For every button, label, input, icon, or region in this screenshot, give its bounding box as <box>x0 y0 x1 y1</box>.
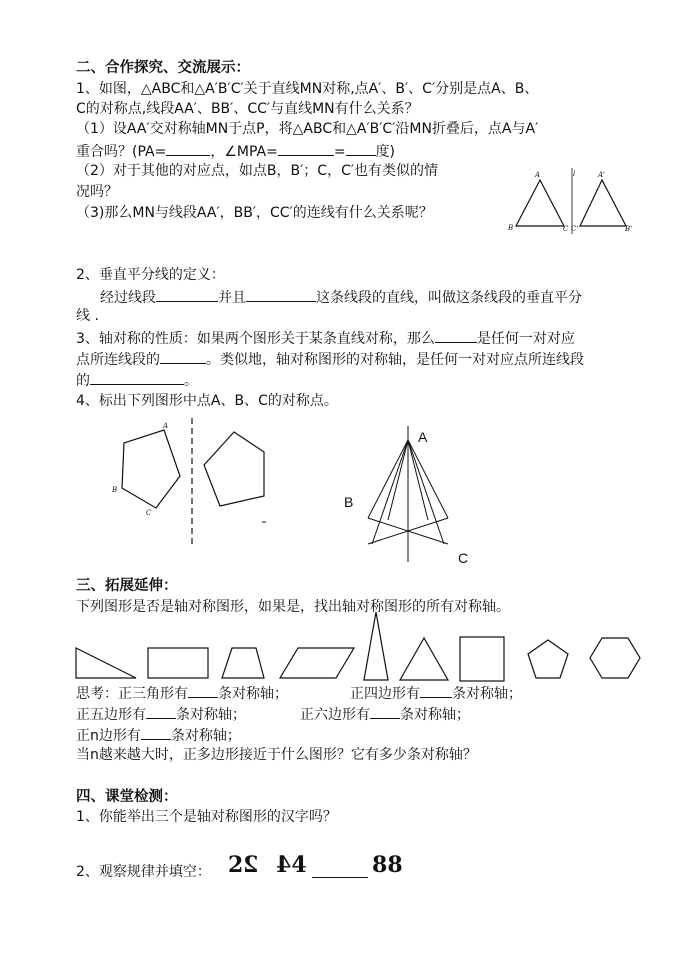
pattern-digit: 4 <box>291 852 307 878</box>
pattern-digit-mirrored: 4 <box>276 852 292 878</box>
hex-text-b: 条对称轴； <box>400 707 470 723</box>
section-3-heading: 三、拓展延伸： <box>76 578 178 594</box>
axis-label-a: A <box>418 429 428 445</box>
q2-line-1: 2、垂直平分线的定义： <box>76 267 225 283</box>
q4-text: 4、标出下列图形中点A、B、C的对称点。 <box>76 393 338 409</box>
pentagon-shape <box>528 640 568 678</box>
q2-blank-1[interactable] <box>156 286 218 302</box>
q3-blank-1[interactable] <box>435 327 477 343</box>
q3-text-d: 。类似地，轴对称图形的对称轴，是任何一对对应点所连线段 <box>206 352 584 368</box>
pa-blank[interactable] <box>166 140 210 156</box>
shapes-row <box>76 612 640 681</box>
label-c: C <box>563 225 569 233</box>
hexagon-axes-blank[interactable] <box>370 703 400 719</box>
q2-blank-2[interactable] <box>246 286 316 302</box>
pent-text-a: 正五边形有 <box>76 707 146 723</box>
q2-text-c: 这条线段的直线，叫做这条线段的垂直平分 <box>316 290 582 306</box>
equilateral-triangle-shape <box>400 638 448 680</box>
q3-blank-2[interactable] <box>160 348 206 364</box>
pattern-digit-mirrored: 2 <box>243 852 259 878</box>
pentagon-axes-line <box>76 703 246 725</box>
triangle-abc <box>516 180 564 226</box>
square-shape <box>460 637 504 681</box>
edge <box>368 440 408 518</box>
pattern-digit: 8 <box>372 852 388 878</box>
pentagon-label-b: B <box>112 486 118 494</box>
q1-line-2: C的对称点,线段AA′、BB′、CC′与直线MN有什么关系？ <box>76 101 419 117</box>
edge <box>408 440 428 520</box>
edge <box>408 440 444 544</box>
right-triangle-shape <box>76 648 136 678</box>
pattern-22 <box>228 852 259 882</box>
edge <box>368 518 448 544</box>
triangle-a-prime <box>580 180 626 226</box>
q1-part1-line-2 <box>76 140 395 162</box>
q1-part2-line-1: （2）对于其他的对应点，如点B，B′；C，C′也有类似的情 <box>76 163 439 179</box>
mpa-blank-1[interactable] <box>278 140 334 156</box>
figure-1-symmetric-triangles <box>516 168 626 234</box>
ngon-limit-question: 当n越来越大时，正多边形接近于什么图形？它有多少条对称轴？ <box>76 747 477 763</box>
pattern-digit: 2 <box>228 852 244 878</box>
check-q1: 1、你能举出三个是轴对称图形的汉字吗？ <box>76 809 337 825</box>
pent-text-b: 条对称轴； <box>176 707 246 723</box>
edge <box>388 440 408 520</box>
edge <box>408 440 448 518</box>
label-c-prime: C' <box>571 225 579 233</box>
section-2-heading: 二、合作探究、交流展示： <box>76 60 250 76</box>
label-a: A <box>535 171 541 179</box>
section-3-intro: 下列图形是否是轴对称图形，如果是，找出轴对称图形的所有对称轴。 <box>76 599 510 615</box>
q2-line-2 <box>100 286 582 308</box>
hexagon-shape <box>590 638 640 678</box>
think-text-b: 条对称轴； <box>218 686 288 702</box>
ngon-axes-blank[interactable] <box>141 724 171 740</box>
q1-part1-text-c: = <box>333 144 346 160</box>
q3-text-a: 3、轴对称的性质：如果两个图形关于某条直线对称，那么 <box>76 331 435 347</box>
pentagon-axes-blank[interactable] <box>146 703 176 719</box>
ngon-text-a: 正n边形有 <box>76 728 141 744</box>
q3-text-f: 。 <box>184 373 198 389</box>
q1-part1-text-b: ，∠MPA= <box>210 144 278 160</box>
pentagon-right <box>204 432 264 506</box>
q3-text-e: 的 <box>76 373 90 389</box>
edge <box>368 518 448 544</box>
parallelogram-shape <box>280 648 354 678</box>
q1-part1-text-d: 度) <box>375 144 396 160</box>
rectangle-shape <box>148 648 208 678</box>
axis-label-c: C <box>458 550 469 566</box>
trapezoid-shape <box>222 648 264 678</box>
think-text-d: 条对称轴； <box>452 686 522 702</box>
q1-part1-line-1: （1）设AA′交对称轴MN于点P，将△ABC和△A′B′C′沿MN折叠后，点A与A′ <box>76 121 539 137</box>
label-b: B <box>508 224 514 232</box>
q1-part3: （3)那么MN与线段AA′，BB′，CC′的连线有什么关系呢？ <box>76 205 433 221</box>
q2-text-b: 并且 <box>218 290 246 306</box>
label-b-prime: B' <box>625 225 633 233</box>
q2-text-a: 经过线段 <box>100 290 156 306</box>
mpa-blank-2[interactable] <box>346 140 376 156</box>
q1-line-1: 1、如图，△ABC和△A′B′C′关于直线MN对称,点A′、B′、C′分别是点A、B、 <box>76 81 539 97</box>
q3-line-2 <box>76 348 584 370</box>
label-a-prime: A' <box>598 171 605 179</box>
pentagon-left <box>122 430 180 508</box>
label-l: l <box>573 170 576 178</box>
hex-text-a: 正六边形有 <box>300 707 370 723</box>
q1-part2-line-2: 况吗？ <box>76 184 118 200</box>
check-q2: 2、观察规律并填空： <box>76 864 211 880</box>
think-line <box>76 682 288 704</box>
ngon-text-b: 条对称轴； <box>170 728 241 744</box>
pattern-44 <box>276 852 307 882</box>
figure-3-axis-figure <box>368 426 448 562</box>
triangle-axes-blank[interactable] <box>188 682 218 698</box>
pentagon-label-c: C <box>146 509 152 517</box>
section-4-heading: 四、课堂检测： <box>76 789 178 805</box>
square-axes-blank[interactable] <box>420 682 452 698</box>
q2-line-3: 线 . <box>76 308 99 324</box>
square-axes-line <box>350 682 522 704</box>
q3-line-1 <box>76 327 575 349</box>
figure-2-pentagons <box>122 418 266 548</box>
edge <box>372 440 408 544</box>
pattern-88 <box>372 852 403 882</box>
pattern-digit: 8 <box>387 852 403 878</box>
q1-part1-text-a: 重合吗？(PA= <box>76 144 167 160</box>
axis-label-b: B <box>344 494 354 510</box>
hexagon-axes-line <box>300 703 470 725</box>
pentagon-label-a: A <box>163 422 169 430</box>
q3-text-b: 是任何一对对应 <box>476 331 575 347</box>
q3-line-3 <box>76 369 198 391</box>
q3-text-c: 点所连线段的 <box>76 352 160 368</box>
think-text-a: 思考：正三角形有 <box>76 686 188 702</box>
think-text-c: 正四边形有 <box>350 686 420 702</box>
isosceles-triangle-shape <box>364 612 388 680</box>
ngon-axes-line <box>76 724 241 746</box>
pattern-blank[interactable] <box>312 862 368 878</box>
q3-blank-3[interactable] <box>90 369 184 385</box>
